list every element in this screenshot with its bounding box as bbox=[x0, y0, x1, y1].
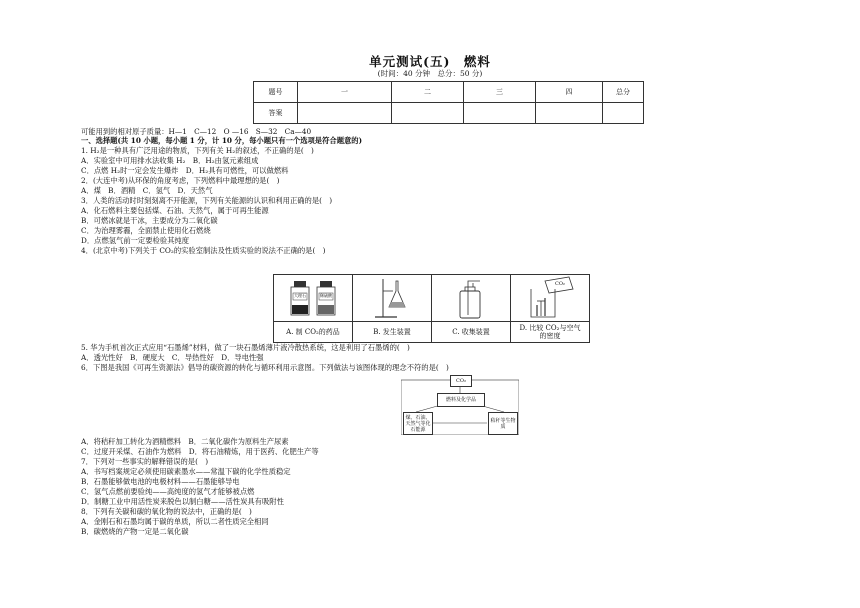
question-1: 1. H₂是一种具有广泛用途的物质，下列有关 H₂的叙述，不正确的是( ) bbox=[81, 146, 314, 155]
q4-option-b bbox=[353, 275, 432, 342]
diagram-fossil-box: 煤、石油、天然气等化石能源 bbox=[403, 412, 433, 435]
score-cell: 一 bbox=[298, 82, 392, 103]
question-7: 7．下列对一些事实的解释错误的是( ) bbox=[81, 457, 209, 466]
question-option: D．制糖工业中用活性炭来脱色以制白糖——活性炭具有吸附性 bbox=[81, 497, 284, 506]
q4-caption-a: A. 制 CO₂的药品 bbox=[274, 321, 352, 342]
q4-figure-table bbox=[273, 274, 590, 343]
generator-apparatus-icon bbox=[353, 275, 431, 321]
question-4: 4．(北京中考)下列关于 CO₂的实验室制法及性质实验的说法不正确的是( ) bbox=[81, 246, 326, 255]
score-cell: 四 bbox=[536, 82, 603, 103]
page-title: 单元测试(五) 燃料 bbox=[369, 54, 491, 69]
q4-caption-d-line2: 的密度 bbox=[539, 332, 561, 340]
score-table-header-row bbox=[254, 82, 644, 103]
diagram-fuel-box: 燃料及化学品 bbox=[437, 393, 485, 407]
question-option: B．可燃冰就是干冰，主要成分为二氧化碳 bbox=[81, 216, 218, 225]
question-option: C．过度开采煤、石油作为燃料 D．将石油精炼，用于医药、化肥生产等 bbox=[81, 447, 319, 456]
q4-caption-d-line1: D. 比较 CO₂与空气 bbox=[519, 324, 581, 332]
beaker-label: CO₂ bbox=[555, 281, 565, 287]
question-option: C．为治理雾霾，全面禁止使用化石燃烧 bbox=[81, 226, 211, 235]
question-6: 6．下图是我国《可再生资源法》倡导的碳资源的转化与循环利用示意图。下列做法与该图体现的理念不符的是( ) bbox=[81, 363, 449, 372]
beaker-candles-icon bbox=[511, 275, 589, 321]
score-table-answer-row bbox=[254, 103, 644, 124]
diagram-biomass-box: 秸秆等生物质 bbox=[488, 412, 518, 435]
gas-collection-icon bbox=[432, 275, 510, 321]
question-option: A．化石燃料主要包括煤、石油、天然气，属于可再生能源 bbox=[81, 206, 269, 215]
score-table bbox=[253, 81, 644, 124]
question-option: C．点燃 H₂时一定会发生爆炸 D．H₂具有可燃性，可以做燃料 bbox=[81, 166, 289, 175]
answer-cell[interactable] bbox=[298, 103, 392, 124]
score-cell: 答案 bbox=[254, 103, 298, 124]
q4-caption-c: C. 收集装置 bbox=[432, 321, 510, 342]
question-option: C．氢气点燃前要验纯——高纯度的氢气才能够被点燃 bbox=[81, 487, 255, 496]
question-option: A．实验室中可用排水法收集 H₂ B．H₂由氢元素组成 bbox=[81, 156, 259, 165]
question-option: B．石墨能够做电池的电极材料——石墨能够导电 bbox=[81, 477, 240, 486]
answer-cell[interactable] bbox=[603, 103, 644, 124]
question-8: 8．下列有关碳和碳的氧化物的说法中，正确的是( ) bbox=[81, 507, 252, 516]
q4-option-d bbox=[511, 275, 589, 342]
answer-cell[interactable] bbox=[464, 103, 536, 124]
carbon-cycle-diagram bbox=[401, 375, 519, 435]
score-cell: 总分 bbox=[603, 82, 644, 103]
question-option: B．碳燃烧的产物一定是二氧化碳 bbox=[81, 527, 189, 536]
q4-caption-b: B. 发生装置 bbox=[353, 321, 431, 342]
q4-option-a bbox=[274, 275, 353, 342]
bottle-label-marble: 大理石 bbox=[294, 293, 306, 298]
q4-caption-d bbox=[511, 321, 589, 342]
score-cell: 二 bbox=[392, 82, 464, 103]
question-option: A．将秸秆加工转化为酒精燃料 B．二氧化碳作为原料生产尿素 bbox=[81, 437, 289, 446]
question-option: D．点燃氢气前一定要检验其纯度 bbox=[81, 236, 190, 245]
question-option: A．书写档案规定必须使用碳素墨水——常温下碳的化学性质稳定 bbox=[81, 467, 291, 476]
reagent-bottles-icon bbox=[274, 275, 352, 321]
page-subtitle: (时间：40 分钟 总分：50 分) bbox=[377, 69, 483, 78]
question-3: 3．人类的活动时时刻刻离不开能源，下列有关能源的认识和利用正确的是( ) bbox=[81, 196, 333, 205]
answer-cell[interactable] bbox=[392, 103, 464, 124]
question-option: A．透光性好 B．硬度大 C．导热性好 D．导电性强 bbox=[81, 353, 264, 362]
section-heading: 一、选择题(共 10 小题，每小题 1 分，计 10 分，每小题只有一个选项是符合题意的) bbox=[81, 136, 363, 145]
bottle-label-acid: 稀硫酸 bbox=[320, 293, 332, 298]
score-cell: 三 bbox=[464, 82, 536, 103]
question-2: 2．(大连中考)从环保的角度考虑，下列燃料中最理想的是( ) bbox=[81, 176, 280, 185]
question-option: A．煤 B．酒精 C．氢气 D．天然气 bbox=[81, 186, 213, 195]
q4-option-c bbox=[432, 275, 511, 342]
question-5: 5. 华为手机首次正式应用“石墨烯”材料，做了一块石墨烯薄片液冷散热系统，这是利用了石墨烯的( ) bbox=[81, 343, 410, 352]
diagram-co2-box: CO₂ bbox=[450, 375, 472, 387]
atomic-mass-line: 可能用到的相对原子质量：H—1 C—12 O —16 S—32 Ca—40 bbox=[81, 127, 312, 136]
question-option: A．金刚石和石墨均属于碳的单质，所以二者性质完全相同 bbox=[81, 517, 269, 526]
answer-cell[interactable] bbox=[536, 103, 603, 124]
score-cell: 题号 bbox=[254, 82, 298, 103]
